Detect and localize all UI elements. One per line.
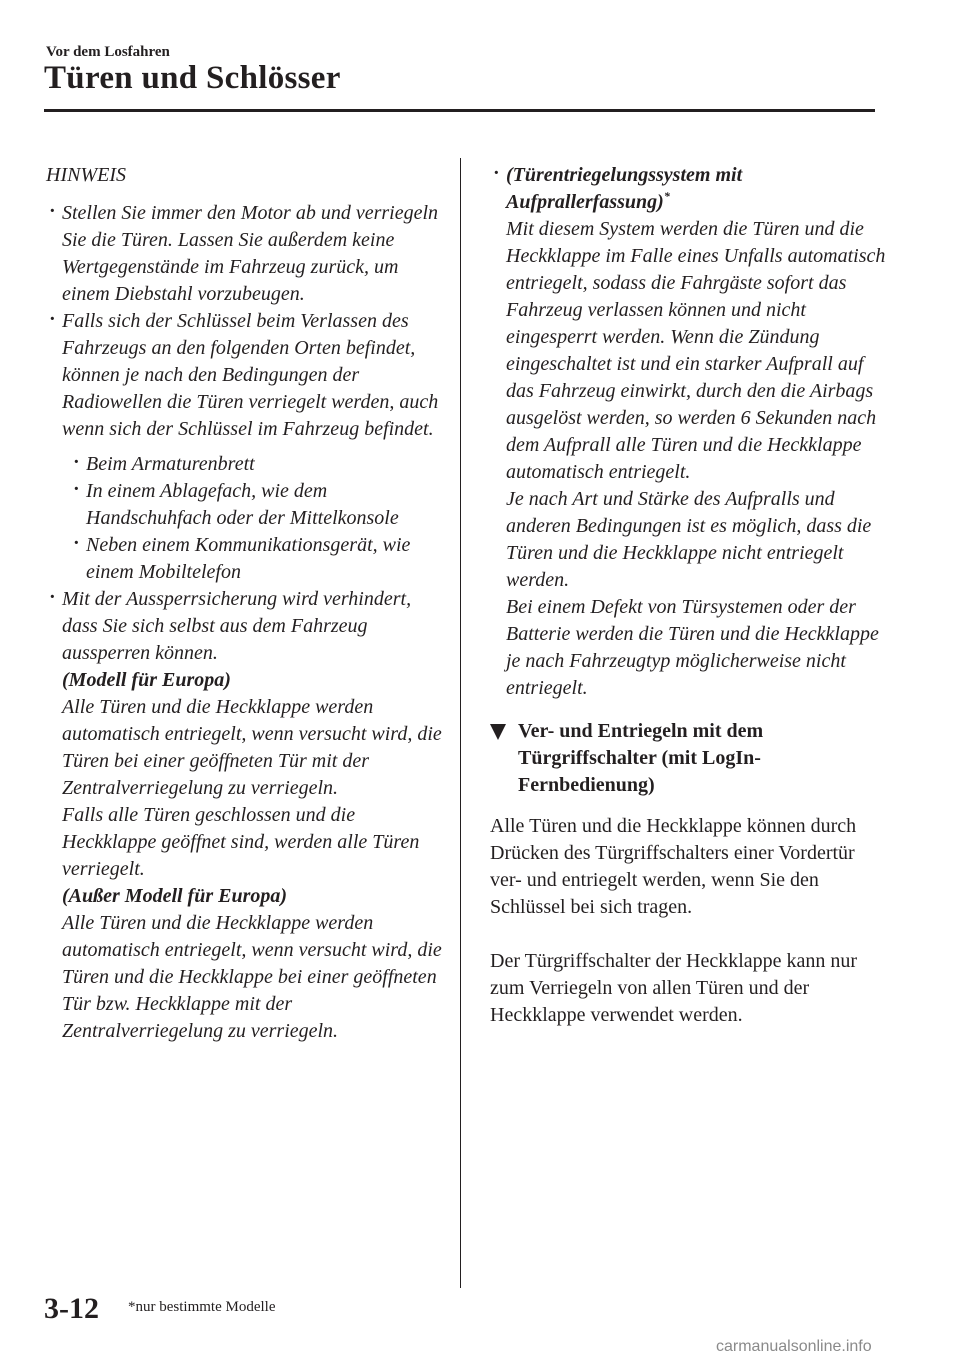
- triangle-icon: [490, 724, 506, 740]
- right-column: [490, 162, 890, 1029]
- spacer: [46, 443, 446, 451]
- bullet-heading: [506, 162, 890, 216]
- europe-text: Alle Türen und die Heckklappe werden automatisch entriegelt, wenn versucht wird, die Türen bei einer geöffneten Tür mit der Zentralverriegelung zu verriegeln.: [62, 696, 442, 799]
- body-paragraph: Alle Türen und die Heckklappe können durch Drücken des Türgriffschalters einer Vordertür ver- und entriegelt werden, wenn Sie den Schlüssel bei sich tragen.: [490, 815, 857, 918]
- watermark: carmanualsonline.info: [716, 1338, 872, 1355]
- note-sub-bullet: · Neben einem Kommunikationsgerät, wie einem Mobiltelefon: [70, 532, 446, 586]
- model-label-non-europe: (Außer Modell für Europa): [62, 885, 288, 907]
- note-bullet: [490, 162, 890, 702]
- column-divider: [460, 158, 461, 1288]
- page-number: 3-12: [44, 1292, 99, 1325]
- note-bullet: · Stellen Sie immer den Motor ab und verriegeln Sie die Türen. Lassen Sie außerdem keine Wertgegenstände im Fahrzeug zurück, um einem Diebstahl vorzubeugen.: [46, 200, 446, 308]
- left-column: [46, 162, 446, 1045]
- system-limitation: Je nach Art und Stärke des Aufpralls und anderen Bedingungen ist es möglich, dass die Türen und die Heckklappe nicht entriegelt werden.: [506, 488, 872, 591]
- footnote: *nur bestimmte Modelle: [128, 1299, 276, 1315]
- note-bullet: [46, 586, 446, 1045]
- section-heading: [490, 718, 890, 799]
- note-sub-bullet: · Beim Armaturenbrett: [70, 451, 446, 478]
- note-bullet-text: · Mit der Aussperrsicherung wird verhindert, dass Sie sich selbst aus dem Fahrzeug aussperren können.: [62, 588, 412, 664]
- europe-text: Falls alle Türen geschlossen und die Heckklappe geöffnet sind, werden alle Türen verriegelt.: [62, 804, 420, 880]
- note-sub-bullet: · In einem Ablagefach, wie dem Handschuhfach oder der Mittelkonsole: [70, 478, 446, 532]
- system-description: Mit diesem System werden die Türen und die Heckklappe im Falle eines Unfalls automatisch entriegelt, sodass die Fahrgäste sofort das Fahrzeug verlassen können und nicht eingesperrt werden. Wenn die Zündung eingeschaltet ist und ein starker Aufprall auf das Fahrzeug einwirkt, durch den die Airbags ausgelöst werden, so werden 6 Sekunden nach dem Aufprall alle Türen und die Heckklappe automatisch entriegelt.: [506, 218, 886, 483]
- model-label-europe: (Modell für Europa): [62, 669, 231, 691]
- section-heading-text: Ver- und Entriegeln mit dem Türgriffschalter (mit LogIn-Fernbedienung): [518, 720, 764, 796]
- body-paragraph: Der Türgriffschalter der Heckklappe kann nur zum Verriegeln von allen Türen und der Heckklappe verwendet werden.: [490, 950, 858, 1026]
- system-defect: Bei einem Defekt von Türsystemen oder der Batterie werden die Türen und die Heckklappe je nach Fahrzeugtyp möglicherweise nicht entriegelt.: [506, 596, 879, 699]
- note-bullet: · Falls sich der Schlüssel beim Verlassen des Fahrzeugs an den folgenden Orten befindet, können je nach den Bedingungen der Radiowellen die Türen verriegelt werden, auch wenn sich der Schlüssel im Fahrzeug befindet.: [46, 308, 446, 443]
- page-title: Türen und Schlösser: [44, 60, 341, 96]
- header-rule: [44, 109, 875, 112]
- header-section-label: Vor dem Losfahren: [46, 44, 170, 60]
- non-europe-text: Alle Türen und die Heckklappe werden automatisch entriegelt, wenn versucht wird, die Türen und die Heckklappe bei einer geöffneten Tür bzw. Heckklappe mit der Zentralverriegelung zu verriegeln.: [62, 912, 442, 1042]
- bullet-heading-text: (Türentriegelungssystem mit Aufprallerfassung): [506, 164, 743, 213]
- note-heading: HINWEIS: [46, 164, 126, 186]
- footnote-mark: *: [663, 189, 670, 203]
